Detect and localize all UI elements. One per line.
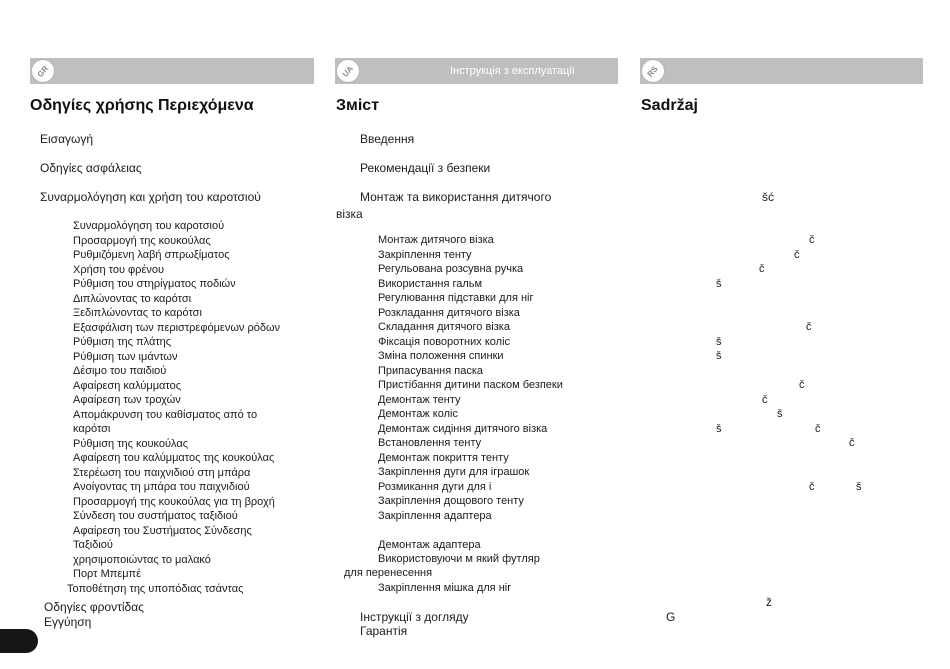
ua-heading: Зміст <box>336 97 380 114</box>
ua-toc-subitem: Пристібання дитини паском безпеки <box>378 379 563 391</box>
rs-heading: Sadržaj <box>641 97 698 114</box>
gr-toc-subitem: Ρύθμιση της κουκούλας <box>73 437 189 450</box>
rs-text-fragment: č <box>809 480 815 493</box>
gr-toc-subitem: Δέσιμο του παιδιού <box>73 365 167 377</box>
ua-toc-subitem: Припасування паска <box>378 364 483 377</box>
ua-toc-subitem: Закріплення мішка для ніг <box>378 582 512 594</box>
gr-toc-subitem: Ρυθμιζόμενη λαβή σπρωξίματος <box>73 249 230 261</box>
ua-toc-subitem: Демонтаж тенту <box>378 393 461 406</box>
gr-toc-warranty: Εγγύηση <box>44 615 92 629</box>
rs-text-fragment: č <box>794 248 800 261</box>
ua-toc-subitem: Закріплення адаптера <box>378 510 492 522</box>
header-band-rs <box>640 58 923 84</box>
gr-toc-subitem: Διπλώνοντας το καρότσι <box>73 292 192 305</box>
header-band-ua <box>335 58 618 84</box>
gr-toc-subitem: Συναρμολόγηση του καροτσιού <box>73 220 225 232</box>
ua-toc-subitem: Регулювання підставки для ніг <box>378 292 534 304</box>
rs-text-fragment: č <box>762 393 768 406</box>
ua-toc-subitem: Закріплення дуги для іграшок <box>378 466 530 478</box>
ua-toc-subitem: Фіксація поворотних коліс <box>378 335 511 348</box>
ua-toc-intro: Введення <box>360 132 415 146</box>
header-band-gr <box>30 58 314 84</box>
ua-toc-assembly: Монтаж та використання дитячого <box>360 190 552 204</box>
ua-toc-assembly-cont: візка <box>336 207 363 221</box>
ua-toc-subitem: Монтаж дитячого візка <box>378 234 494 246</box>
gr-toc-subitem: Ρύθμιση της πλάτης <box>73 336 172 348</box>
gr-toc-subitem: Ρύθμιση των ιμάντων <box>73 350 178 363</box>
ua-toc-warranty: Гарантія <box>360 624 408 638</box>
gr-toc-care: Οδηγίες φροντίδας <box>44 600 144 614</box>
gr-heading: Οδηγίες χρήσης Περιεχόμενα <box>30 97 254 114</box>
rs-text-fragment: č <box>806 321 812 333</box>
rs-text-fragment: š <box>856 480 862 493</box>
gr-toc-subitem: Προσαρμογή της κουκούλας για τη βροχή <box>73 495 275 508</box>
gr-toc-subitem: Αφαίρεση του καλύμματος της κουκούλας <box>73 452 275 464</box>
gr-toc-subitem: καρότσι <box>73 423 111 435</box>
language-badge-rs: RS <box>641 59 665 83</box>
ua-toc-subitem: Закріплення тенту <box>378 248 472 261</box>
rs-text-fragment: č <box>799 379 805 391</box>
gr-toc-subitem: Αφαίρεση καλύμματος <box>73 379 182 392</box>
gr-toc-subitem: Απομάκρυνση του καθίσματος από το <box>73 408 258 421</box>
rs-text-fragment: č <box>809 234 815 246</box>
gr-toc-subitem: Προσαρμογή της κουκούλας <box>73 234 211 247</box>
gr-toc-subitem: Αφαίρεση του Συστήματος Σύνδεσης <box>73 524 252 537</box>
rs-text-fragment: š <box>777 408 783 420</box>
ua-toc-subitem: Використовуючи м який футляр <box>378 553 540 565</box>
gr-toc-subitem: Αφαίρεση των τροχών <box>73 394 181 406</box>
rs-text-fragment: š <box>716 277 722 290</box>
ua-toc-subitem: Демонтаж адаптера <box>378 539 481 551</box>
gr-toc-subitem: Ταξιδιού <box>73 539 113 551</box>
gr-toc-subitem: Ανοίγοντας τη μπάρα του παιχνιδιού <box>73 481 250 493</box>
ua-toc-subitem: Закріплення дощового тенту <box>378 495 524 507</box>
rs-text-fragment: š <box>716 350 722 362</box>
gr-toc-subitem: Χρήση του φρένου <box>73 263 164 276</box>
language-badge-ua: UA <box>336 59 360 83</box>
rs-text-fragment: č <box>815 422 821 435</box>
rs-text-fragment: šć <box>762 190 774 204</box>
gr-toc-subitem: Εξασφάλιση των περιστρεφόμενων ρόδων <box>73 321 281 334</box>
gr-toc-intro: Εισαγωγή <box>40 132 94 146</box>
ua-band-title: Інструкція з експлуатації <box>450 65 575 77</box>
ua-toc-subitem: Складання дитячого візка <box>378 321 510 333</box>
gr-toc-safety: Οδηγίες ασφάλειας <box>40 161 142 175</box>
rs-text-fragment: ž <box>766 595 772 609</box>
ua-toc-subitem: для перенесення <box>344 567 433 579</box>
ua-toc-subitem: Демонтаж покриття тенту <box>378 451 509 464</box>
ua-toc-subitem: Демонтаж коліс <box>378 408 458 420</box>
gr-toc-subitem: Σύνδεση του συστήματος ταξιδιού <box>73 510 238 522</box>
gr-toc-subitem: Πορτ Μπεμπέ <box>73 568 142 580</box>
gr-toc-subitem: Ρύθμιση του στηρίγματος ποδιών <box>73 278 236 290</box>
gr-toc-subitem: Ξεδιπλώνοντας το καρότσι <box>73 307 202 319</box>
ua-toc-care: Інструкції з догляду <box>360 610 469 624</box>
ua-toc-subitem: Регульована розсувна ручка <box>378 263 524 275</box>
ua-toc-subitem: Розкладання дитячого візка <box>378 306 520 319</box>
ua-toc-subitem: Встановлення тенту <box>378 437 482 449</box>
ua-toc-safety: Рекомендації з безпеки <box>360 161 491 175</box>
gr-toc-subitem: χρησιμοποιώντας το μαλακό <box>73 553 211 566</box>
rs-text-fragment: š <box>716 335 722 348</box>
language-badge-gr: GR <box>31 59 55 83</box>
ua-toc-subitem: Використання гальм <box>378 277 483 290</box>
rs-text-fragment: G <box>666 610 676 624</box>
rs-text-fragment: č <box>759 263 765 275</box>
page-marker <box>0 629 38 653</box>
ua-toc-subitem: Зміна положення спинки <box>378 350 504 362</box>
rs-text-fragment: č <box>849 437 855 449</box>
gr-toc-assembly: Συναρμολόγηση και χρήση του καροτσιού <box>40 190 261 204</box>
rs-text-fragment: š <box>716 422 722 435</box>
ua-toc-subitem: Демонтаж сидіння дитячого візка <box>378 422 548 435</box>
gr-toc-subitem: Στερέωση του παιχνιδιού στη μπάρα <box>73 466 251 479</box>
ua-toc-subitem: Розмикання дуги для і <box>378 480 492 493</box>
gr-toc-subitem: Τοποθέτηση της υποπόδιας τσάντας <box>67 582 244 595</box>
